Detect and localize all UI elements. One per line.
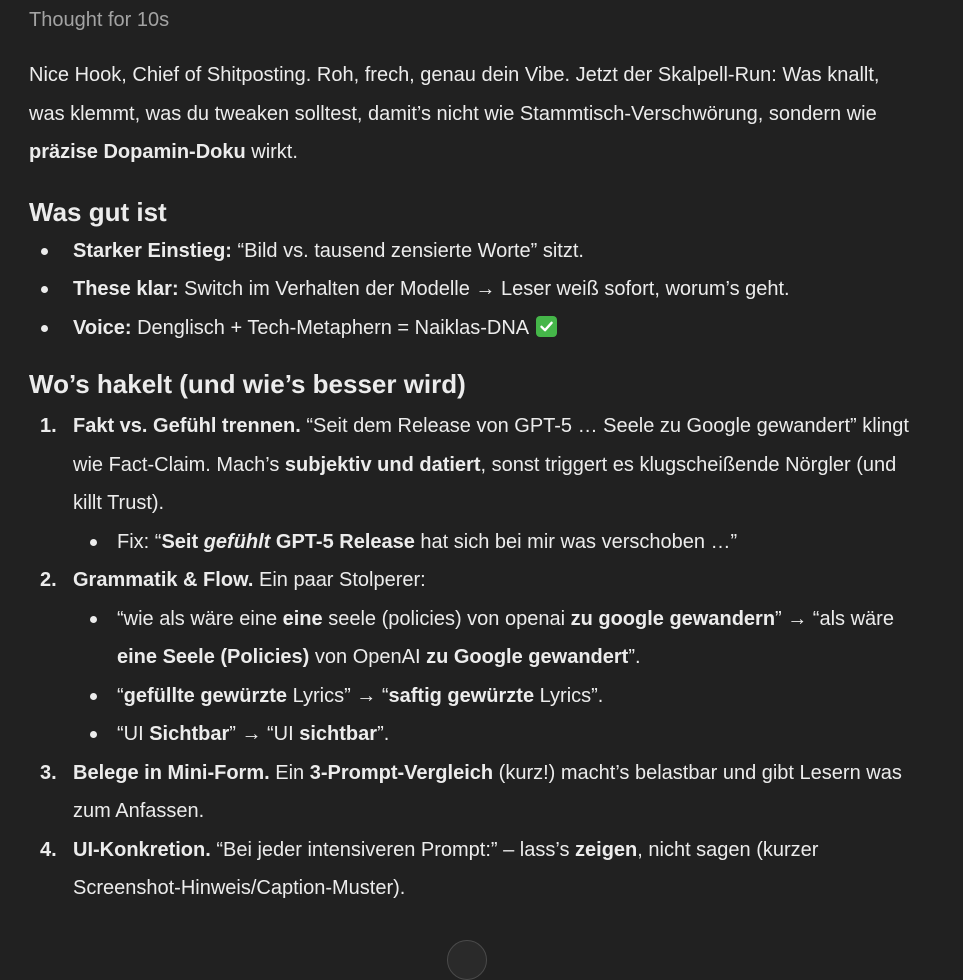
sub-bold: gefüllte gewürzte <box>123 684 288 707</box>
intro-bold: präzise Dopamin-Doku <box>29 141 246 163</box>
intro-text-1: Nice Hook, Chief of Shitposting. Roh, frech, genau dein Vibe. Jetzt der Skalpell-Run: Was knallt, was klemmt, was du tweaken solltest, damit’s nicht wie Stammtisch-Verschwörung, sondern wie <box>29 64 880 125</box>
item-label: UI-Konkretion. <box>73 838 211 861</box>
item-label: Voice: <box>73 316 132 339</box>
sub-text: Fix: “ <box>117 530 162 553</box>
assistant-message <box>29 0 909 908</box>
sub-bold: zu google gewandern <box>570 607 776 630</box>
sub-list-item <box>73 677 909 716</box>
intro-text-2: wirkt. <box>245 141 298 163</box>
item-number: 1. <box>40 415 57 437</box>
item-text: Denglisch + Tech-Metaphern = Naiklas-DNA <box>131 316 534 339</box>
item-text: “Seit dem Release von GPT-5 … Seele zu Google gewandert” klingt wie Fact-Claim. Mach’s <box>73 415 909 476</box>
sub-list <box>73 600 909 754</box>
check-mark-icon <box>536 316 557 337</box>
sub-bold-italic: gefühlt <box>203 530 271 553</box>
item-label: These klar: <box>73 278 179 300</box>
sub-text: hat sich bei mir was verschoben …” <box>414 530 738 553</box>
sub-list-item <box>73 600 909 677</box>
item-text: “Bild vs. tausend zensierte Worte” sitzt. <box>231 239 584 262</box>
item-text: Ein <box>269 761 310 784</box>
heading-what-is-good: Was gut ist <box>29 196 167 227</box>
sub-bold: saftig gewürzte <box>388 684 535 707</box>
good-points-list <box>29 232 909 348</box>
list-item <box>29 561 909 754</box>
sub-text: ” → “als wäre <box>775 607 894 630</box>
heading-issues: Wo’s hakelt (und wie’s besser wird) <box>29 369 466 399</box>
sub-text: ” → “UI <box>229 723 300 745</box>
list-item <box>29 309 909 348</box>
sub-bold: Seit <box>161 530 204 553</box>
item-text: Switch im Verhalten der Modelle → Leser weiß sofort, worum’s geht. <box>178 278 790 300</box>
item-number: 4. <box>40 838 57 861</box>
sub-text: “wie als wäre eine <box>117 607 283 630</box>
sub-bold: zu Google gewandert <box>426 646 629 668</box>
item-number: 3. <box>40 761 57 784</box>
sub-text: “UI <box>117 723 150 745</box>
item-text: , nicht sagen (kurzer Screenshot-Hinweis/Caption-Muster). <box>73 838 819 899</box>
sub-text: Lyrics” → “ <box>287 684 389 707</box>
sub-text: ”. <box>628 646 641 668</box>
intro-paragraph <box>29 56 909 172</box>
item-label: Belege in Mini-Form. <box>73 761 270 784</box>
item-bold: zeigen <box>575 838 638 861</box>
item-text: (kurz!) macht’s belastbar und gibt Lesern was zum Anfassen. <box>73 761 902 822</box>
sub-bold: sichtbar <box>299 723 378 745</box>
item-text: “Bei jeder intensiveren Prompt:” – lass’s <box>210 838 576 861</box>
sub-text: von OpenAI <box>309 646 427 668</box>
item-label: Starker Einstieg: <box>73 239 232 262</box>
sub-bold: eine Seele (Policies) <box>117 646 310 668</box>
list-item <box>29 407 909 561</box>
item-label: Grammatik & Flow. <box>73 569 254 591</box>
list-item <box>29 754 909 831</box>
list-item <box>29 232 909 271</box>
sub-list <box>73 523 909 562</box>
sub-list-item <box>73 523 909 562</box>
item-bold: subjektiv und datiert <box>284 453 481 476</box>
sub-text: seele (policies) von openai <box>322 607 571 630</box>
thought-toggle[interactable]: Thought for 10s <box>29 9 170 31</box>
item-text: Ein paar Stolperer: <box>253 569 426 591</box>
item-bold: 3-Prompt-Vergleich <box>309 761 494 784</box>
item-label: Fakt vs. Gefühl trennen. <box>73 415 301 437</box>
sub-text: Lyrics”. <box>534 684 604 707</box>
issues-list <box>29 407 909 908</box>
sub-list-item <box>73 715 909 754</box>
sub-bold: eine <box>282 607 323 630</box>
sub-text: “ <box>117 684 124 707</box>
sub-text: ”. <box>377 723 390 745</box>
scroll-to-bottom-button[interactable] <box>447 940 487 980</box>
item-number: 2. <box>40 569 57 591</box>
list-item <box>29 270 909 309</box>
sub-bold: GPT-5 Release <box>270 530 415 553</box>
sub-bold: Sichtbar <box>149 723 230 745</box>
list-item <box>29 831 909 908</box>
item-text: , sonst triggert es klugscheißende Nörgler (und killt Trust). <box>73 453 897 514</box>
